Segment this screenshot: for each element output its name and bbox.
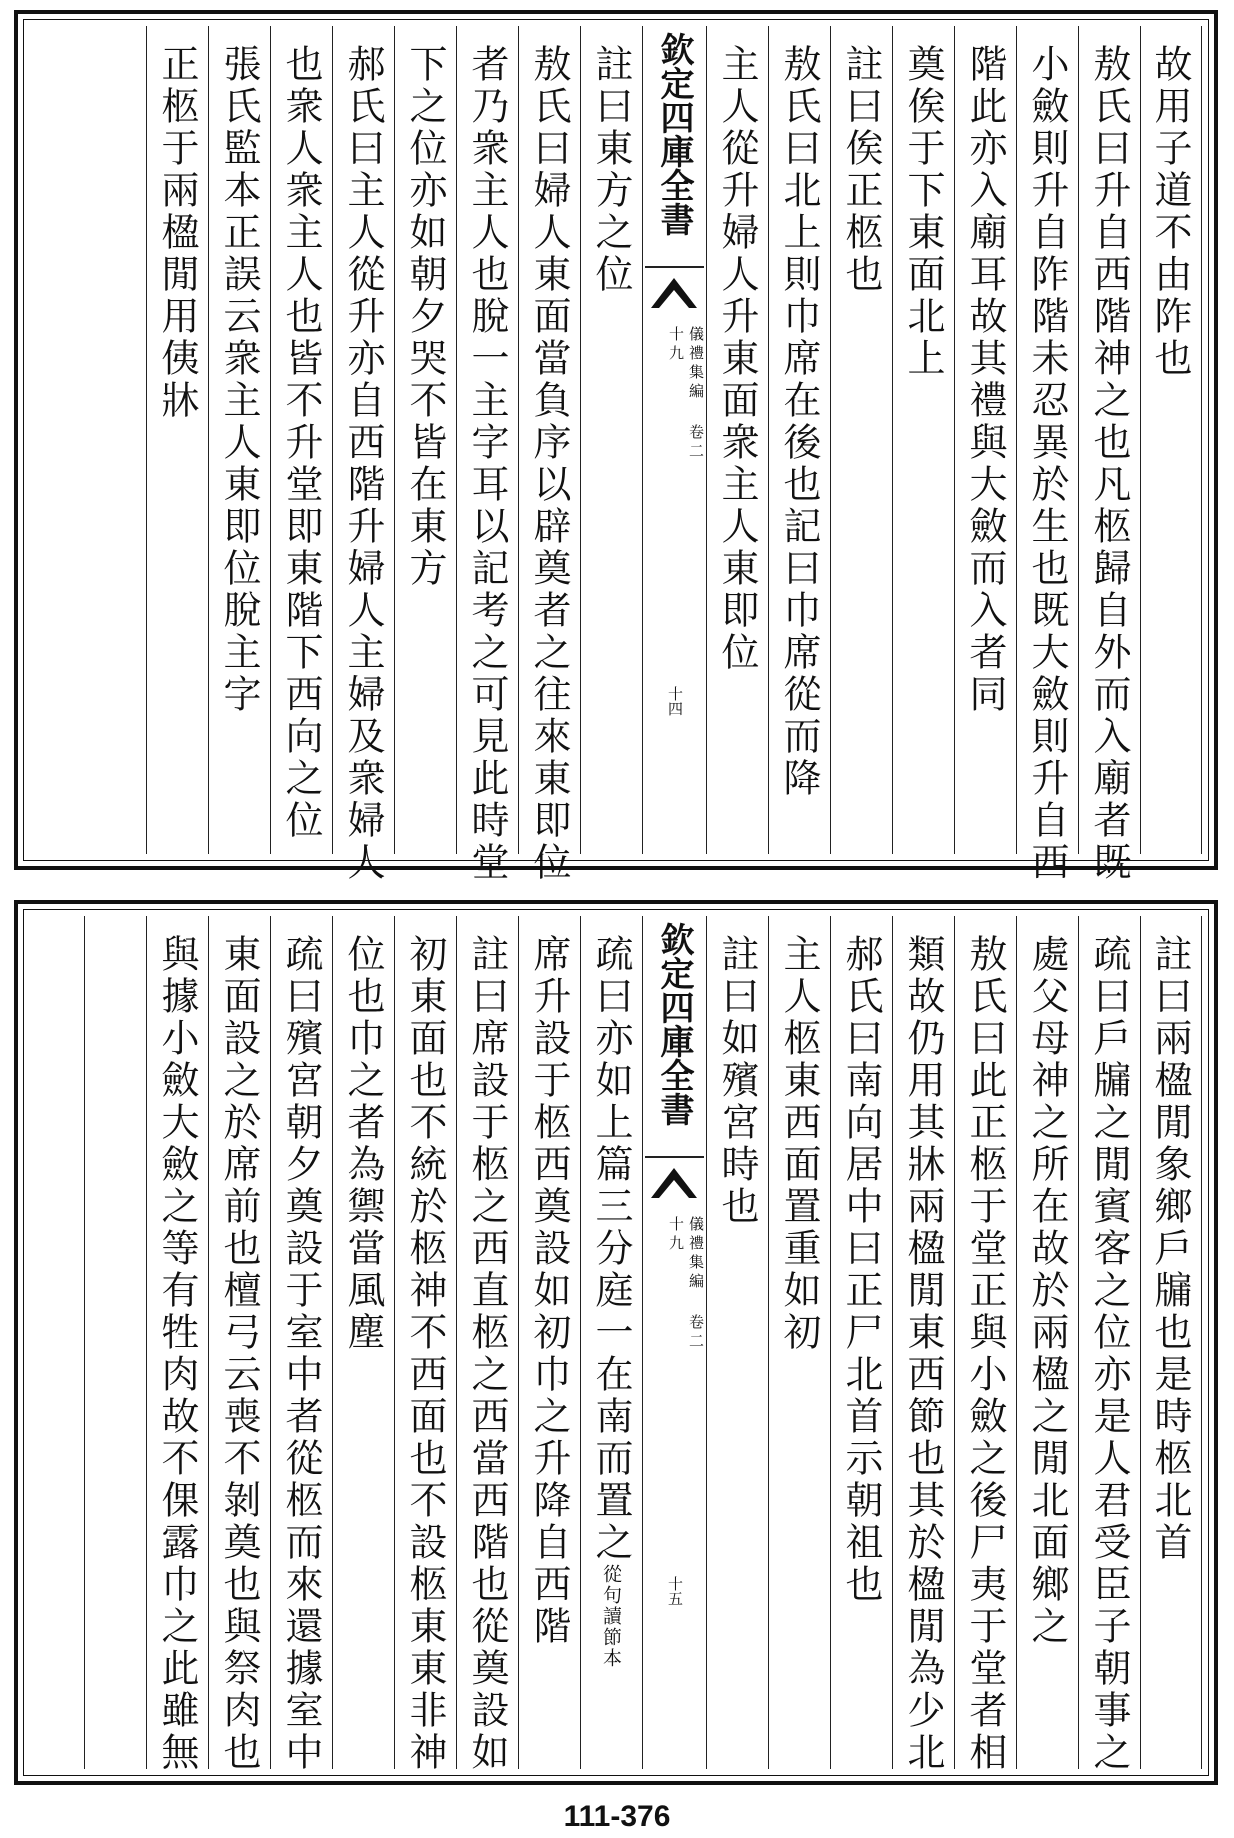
volume-title-text: 儀禮集編 xyxy=(687,326,705,402)
bottom-page xyxy=(14,900,1218,1785)
column-text: 主人柩東西面置重如初 xyxy=(777,934,821,1354)
book-title: 欽定四庫全書 xyxy=(654,922,694,1126)
text-column xyxy=(456,916,518,1774)
text-column xyxy=(706,916,768,1769)
text-column xyxy=(830,26,892,854)
column-text: 敖氏曰此正柩于堂正與小斂之後尸夷于堂者相 xyxy=(963,934,1007,1774)
text-column xyxy=(892,916,954,1774)
column-text: 張氏監本正誤云衆主人東即位脫主字 xyxy=(217,44,261,716)
column-text: 疏曰戶牖之閒賓客之位亦是人君受臣子朝事之 xyxy=(1087,934,1131,1774)
column-main-text: 疏曰亦如上篇三分庭一在南而置之 xyxy=(589,934,633,1564)
text-column xyxy=(518,26,580,884)
column-text: 正柩于兩楹閒用侇牀 xyxy=(155,44,199,422)
volume-title xyxy=(643,326,706,476)
volume-title-text: 儀禮集編 xyxy=(687,1216,705,1292)
column-text: 郝氏曰主人從升亦自西階升婦人主婦及衆婦人 xyxy=(341,44,385,884)
column-text: 階此亦入廟耳故其禮與大斂而入者同 xyxy=(963,44,1007,716)
column-text: 小斂則升自阼階未忍異於生也既大斂則升自西 xyxy=(1025,44,1069,884)
text-column xyxy=(270,26,332,854)
text-column xyxy=(768,26,830,854)
text-column xyxy=(768,916,830,1769)
column-text: 故用子道不由阼也 xyxy=(1148,44,1192,380)
text-column xyxy=(208,916,270,1774)
column-text: 者乃衆主人也脫一主字耳以記考之可見此時堂 xyxy=(465,44,509,884)
text-column xyxy=(456,26,518,884)
column-text: 席升設于柩西奠設如初巾之升降自西階 xyxy=(527,934,571,1648)
page-number: 十五 xyxy=(666,1576,684,1606)
column-text: 敖氏曰升自西階神之也凡柩歸自外而入廟者既 xyxy=(1087,44,1131,884)
column-text: 郝氏曰南向居中曰正尸北首示朝祖也 xyxy=(839,934,883,1606)
column-text: 也衆人衆主人也皆不升堂即東階下西向之位 xyxy=(279,44,323,842)
column-small-note: 從句讀節本 xyxy=(600,1564,622,1669)
text-column xyxy=(394,26,456,854)
book-title: 欽定四庫全書 xyxy=(654,32,694,236)
text-column xyxy=(830,916,892,1769)
divider xyxy=(645,266,704,268)
column-text: 敖氏曰北上則巾席在後也記曰巾席從而降 xyxy=(777,44,821,800)
center-band xyxy=(642,916,706,1769)
top-page-columns xyxy=(30,26,1202,884)
column-text: 位也巾之者為禦當風塵 xyxy=(341,934,385,1354)
text-column xyxy=(394,916,456,1774)
top-page xyxy=(14,10,1218,884)
text-column xyxy=(1078,916,1140,1774)
text-column xyxy=(84,916,146,1769)
text-column xyxy=(706,26,768,854)
text-column xyxy=(208,26,270,854)
column-text: 與據小斂大斂之等有牲肉故不倮露巾之此雖無 xyxy=(155,934,199,1774)
text-column xyxy=(518,916,580,1769)
column-text: 處父母神之所在故於兩楹之閒北面鄉之 xyxy=(1025,934,1069,1648)
text-column xyxy=(892,26,954,854)
column-text: 疏曰殯宮朝夕奠設于室中者從柩而來還據室中 xyxy=(279,934,323,1774)
text-column xyxy=(954,916,1016,1774)
column-text: 註曰東方之位 xyxy=(589,44,633,296)
text-column xyxy=(270,916,332,1774)
page-footer-label: 111-376 xyxy=(563,1800,671,1833)
fish-tail-mark-icon xyxy=(651,1164,697,1198)
column-text: 下之位亦如朝夕哭不皆在東方 xyxy=(403,44,447,590)
column-text xyxy=(581,934,642,1669)
center-band xyxy=(642,26,706,854)
column-text: 敖氏曰婦人東面當負序以辟奠者之往來東即位 xyxy=(527,44,571,884)
divider xyxy=(645,1156,704,1158)
text-column xyxy=(1140,916,1202,1769)
text-column xyxy=(954,26,1016,854)
text-column xyxy=(146,26,208,854)
fish-tail-mark-icon xyxy=(651,274,697,308)
text-column xyxy=(1016,916,1078,1769)
text-column xyxy=(580,26,642,854)
column-text: 註曰如殯宮時也 xyxy=(715,934,759,1228)
column-text: 註曰俟正柩也 xyxy=(839,44,883,296)
volume-number: 卷二十九 xyxy=(667,1216,705,1352)
text-column xyxy=(580,916,642,1769)
text-column xyxy=(146,916,208,1774)
text-column xyxy=(1016,26,1078,884)
text-column xyxy=(1078,26,1140,884)
column-text: 註曰席設于柩之西直柩之西當西階也從奠設如 xyxy=(465,934,509,1774)
text-column xyxy=(332,26,394,884)
volume-title xyxy=(643,1216,706,1366)
text-column xyxy=(1140,26,1202,854)
bottom-page-columns xyxy=(30,916,1202,1774)
column-text: 東面設之於席前也檀弓云喪不剝奠也與祭肉也 xyxy=(217,934,261,1774)
column-text: 類故仍用其牀兩楹閒東西節也其於楹閒為少北 xyxy=(901,934,945,1774)
text-column xyxy=(332,916,394,1769)
column-text: 註曰兩楹閒象鄉戶牖也是時柩北首 xyxy=(1148,934,1192,1564)
column-text: 奠俟于下東面北上 xyxy=(901,44,945,380)
volume-number: 卷二十九 xyxy=(667,326,705,462)
column-text: 初東面也不統於柩神不西面也不設柩東東非神 xyxy=(403,934,447,1774)
column-text: 主人從升婦人升東面衆主人東即位 xyxy=(715,44,759,674)
page-number: 十四 xyxy=(666,686,684,716)
